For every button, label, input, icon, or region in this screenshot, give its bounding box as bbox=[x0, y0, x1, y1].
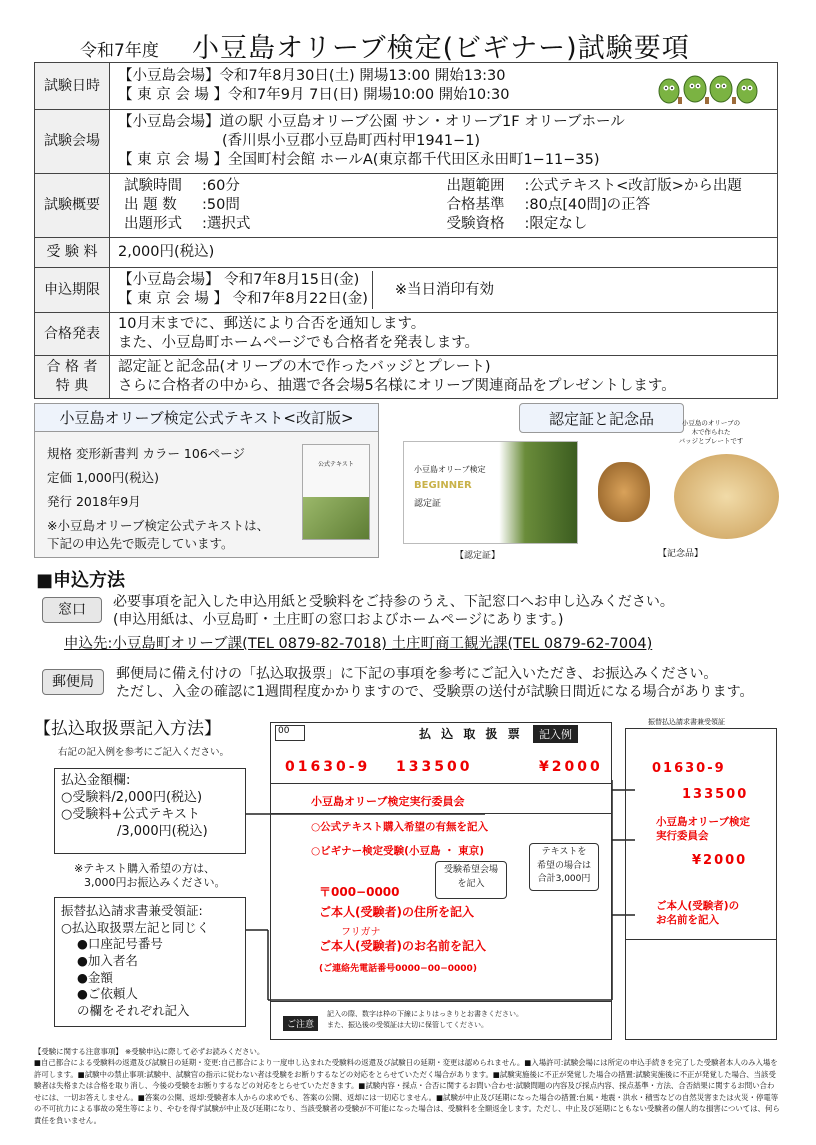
window-line-1: 必要事項を記入した申込用紙と受験料をご持参のうえ、下記窓口へお申し込みください。 bbox=[113, 594, 674, 610]
venue-line-3: 【 東 京 会 場 】全国町村会館 ホールA(東京都千代田区永田町1−11−35) bbox=[118, 151, 600, 168]
form-account-a: 01630-9 bbox=[285, 759, 371, 775]
benefit-line-1: 認定証と記念品(オリーブの木で作ったバッジとプレート) bbox=[118, 359, 491, 375]
receipt-stub bbox=[625, 718, 777, 1040]
receipt-name-1: ご本人(受験者)の bbox=[656, 900, 740, 912]
form-check-text: ○公式テキスト購入希望の有無を記入 bbox=[311, 821, 488, 833]
apply-heading: ■申込方法 bbox=[36, 570, 126, 591]
result-line-2: また、小豆島町ホームページでも合格者を発表します。 bbox=[118, 335, 480, 351]
badge-image bbox=[598, 462, 650, 522]
overview-key: 出題形式 bbox=[124, 215, 182, 232]
text-note-1: ※テキスト購入希望の方は、 bbox=[74, 862, 215, 875]
overview-value: :50問 bbox=[202, 197, 240, 214]
venue-line-2: (香川県小豆郡小豆島町西村甲1941−1) bbox=[222, 133, 481, 150]
payment-form bbox=[270, 722, 612, 1040]
textbook-issued: 発行 2018年9月 bbox=[47, 494, 141, 509]
fee-value: 2,000円(税込) bbox=[110, 238, 778, 268]
footer-notes bbox=[34, 1046, 780, 1126]
overview-key: 受験資格 bbox=[446, 215, 505, 232]
textbook-spec: 規格 変形新書判 カラー 106ページ bbox=[47, 446, 246, 461]
benefit-label-2: 特 典 bbox=[55, 377, 89, 394]
callout-text-3: 合計3,000円 bbox=[537, 874, 591, 884]
receipt-item: ●口座記号番号 bbox=[77, 936, 163, 952]
amount-line-2: ○受験料+公式テキスト bbox=[61, 806, 200, 822]
receipt-header: 振替払込請求書兼受領証 bbox=[648, 718, 725, 726]
cert-level: BEGINNER bbox=[414, 480, 472, 491]
form-account-b: 133500 bbox=[396, 759, 473, 775]
receipt-end: の欄をそれぞれ記入 bbox=[77, 1002, 190, 1018]
window-line-2: (申込用紙は、小豆島町・土庄町の窓口およびホームページにあります。) bbox=[113, 612, 564, 628]
callout-venue-1: 受験希望会場 bbox=[443, 865, 498, 875]
exam-info-table bbox=[34, 62, 778, 399]
callout-text-2: 希望の場合は bbox=[536, 860, 591, 871]
form-postal: 〒000−0000 bbox=[319, 885, 400, 899]
amount-box bbox=[54, 768, 246, 854]
callout-text bbox=[529, 843, 599, 891]
post-line-2: ただし、入金の確認に1週間程度かかりますので、受験票の送付が試験日間近になる場合があります。 bbox=[116, 684, 754, 700]
olive-mascot-icon bbox=[653, 71, 763, 105]
form-address: ご本人(受験者)の住所を記入 bbox=[319, 905, 474, 919]
receipt-item: ●加入者名 bbox=[77, 952, 138, 968]
payment-heading: 【払込取扱票記入方法】 bbox=[34, 719, 221, 739]
plate-image bbox=[674, 454, 779, 539]
textbook-note-1: ※小豆島オリーブ検定公式テキストは、 bbox=[47, 518, 270, 533]
overview-key: 試験時間 bbox=[124, 178, 182, 195]
deadline-line-1: 【小豆島会場】 令和7年8月15日(金) bbox=[118, 272, 360, 289]
form-check-exam: ○ビギナー検定受験(小豆島 ・ 東京) bbox=[311, 845, 485, 857]
payment-hint: 右記の記入例を参考にご記入ください。 bbox=[58, 747, 230, 758]
textbook-cover bbox=[302, 444, 370, 540]
date-line-1: 【小豆島会場】令和7年8月30日(土) 開場13:00 開始13:30 bbox=[118, 68, 506, 85]
overview-key: 出 題 数 bbox=[124, 197, 177, 214]
textbook-box bbox=[34, 403, 379, 558]
benefit-label-1: 合 格 者 bbox=[46, 358, 98, 375]
overview-value: :限定なし bbox=[524, 215, 588, 232]
textbook-cover-title: 公式テキスト bbox=[318, 461, 354, 468]
receipt-line-1: ○払込取扱票左記と同じく bbox=[61, 919, 210, 935]
gift-caption: 【記念品】 bbox=[658, 549, 704, 559]
result-line-1: 10月末までに、郵送により合否を通知します。 bbox=[118, 316, 426, 333]
overview-key: 合格基準 bbox=[446, 197, 505, 214]
deadline-label: 申込期限 bbox=[35, 268, 110, 313]
receipt-holder-1: 小豆島オリーブ検定 bbox=[656, 816, 750, 828]
callout-venue-2: を記入 bbox=[457, 878, 485, 889]
receipt-amount: ¥2000 bbox=[692, 853, 748, 868]
result-label: 合格発表 bbox=[35, 313, 110, 356]
fee-label: 受 験 料 bbox=[35, 238, 110, 268]
date-line-2: 【 東 京 会 場 】令和7年9月 7日(日) 開場10:00 開始10:30 bbox=[118, 87, 510, 103]
caution-label: ご注意 bbox=[283, 1016, 318, 1031]
textbook-price: 定価 1,000円(税込) bbox=[47, 470, 160, 485]
caution-line-1: 記入の際、数字は枠の下線によりはっきりとお書きください。 bbox=[327, 1010, 523, 1018]
venue-label: 試験会場 bbox=[35, 110, 110, 174]
benefit-line-2: さらに合格者の中から、抽選で各会場5名様にオリーブ関連商品をプレゼントします。 bbox=[118, 377, 676, 394]
receipt-item: ●ご依頼人 bbox=[77, 986, 138, 1002]
form-title: 払 込 取 扱 票 bbox=[419, 727, 523, 741]
overview-value: :80点[40問]の正答 bbox=[524, 197, 651, 214]
overview-value: :公式テキスト<改訂版>から出題 bbox=[524, 178, 742, 195]
certificate-image bbox=[403, 441, 578, 544]
date-label: 試験日時 bbox=[35, 63, 110, 110]
form-furigana: フリガナ bbox=[341, 927, 381, 938]
window-label: 窓口 bbox=[42, 597, 102, 623]
textbook-note-2: 下記の申込先で販売しています。 bbox=[47, 536, 234, 551]
gift-note-2: 木で作られた bbox=[691, 427, 731, 436]
amount-title: 払込金額欄: bbox=[61, 773, 131, 788]
overview-label: 試験概要 bbox=[35, 174, 110, 238]
form-badge: 記入例 bbox=[533, 725, 578, 743]
overview-value: :選択式 bbox=[202, 215, 251, 232]
post-line-1: 郵便局に備え付けの「払込取扱票」に下記の事項を参考にご記入いただき、お振込みください。 bbox=[116, 666, 718, 682]
footer-body: ■自己都合による受験料の返還及び試験日の延期・変更:自己都合により一度申し込まれた受験料の返還及び試験日の延期・変更は認められません。■入場許可:試験会場には所定の申込手続きを完了した受験者本人のみ入場を許可します。■試験中の禁止事項:試験中、試験官の指示に従わない者は受験をお断りするなどの対応をとらせていただく場合があります。■試験実施後に不正が発覚した場合の措置:試験実施後に不正が発覚した場合、当該受験者は失格または合格を取り消し、今後の受験をお断りするなどの対応をとらせていただきます。■試験内容・採点・合否に関するお問い合わせ:試験問題の内容及び採点内容、採点基準・方法、合否結果に関するお問い合わせには、一切お答えしません。■答案の公開、返却:受験者本人からの求めでも、答案の公開、返却には一切応じません。■試験が中止及び延期になった場合の措置:台風・地震・洪水・積雪などの自然災害または火災・停電等の不可抗力による事故の発生等により、やむを得ず試験が中止及び延期になり、当該受験者の受験が不可能になった場合は、受験料を全額返金します。ただし、中止及び延期にともない受験者の個人的な損害については、何ら責任を負いません。 bbox=[34, 1058, 780, 1125]
gift-note-1: 小豆島のオリーブの bbox=[681, 419, 741, 427]
receipt-item: ●金額 bbox=[77, 969, 113, 985]
amount-line-3: /3,000円(税込) bbox=[117, 823, 208, 839]
cert-title: 小豆島オリーブ検定 bbox=[414, 465, 486, 474]
amount-line-1: ○受験料/2,000円(税込) bbox=[61, 789, 203, 805]
form-name: ご本人(受験者)のお名前を記入 bbox=[319, 939, 486, 953]
post-label: 郵便局 bbox=[42, 669, 104, 695]
footer-title: 【受験に関する注意事項】 ※受験申込に際して必ずお読みください。 bbox=[34, 1047, 265, 1056]
callout-text-1: テキストを bbox=[541, 847, 587, 857]
textbook-title: 小豆島オリーブ検定公式テキスト<改訂版> bbox=[35, 404, 378, 432]
deadline-note: ※当日消印有効 bbox=[394, 281, 495, 298]
form-amount: ¥2000 bbox=[539, 759, 603, 775]
certificate-tab: 認定証と記念品 bbox=[519, 403, 684, 433]
text-note-2: 3,000円お振込みください。 bbox=[84, 876, 226, 890]
caution-line-2: また、振込後の受領証は大切に保管してください。 bbox=[327, 1021, 488, 1030]
callout-venue bbox=[435, 861, 507, 899]
receipt-name-2: お名前を記入 bbox=[656, 914, 719, 927]
page-title: 小豆島オリーブ検定(ビギナー)試験要項 bbox=[192, 33, 690, 64]
receipt-account-b: 133500 bbox=[682, 787, 749, 802]
form-phone: (ご連絡先電話番号0000−00−0000) bbox=[319, 964, 477, 974]
venue-line-1: 【小豆島会場】道の駅 小豆島オリーブ公園 サン・オリーブ1F オリーブホール bbox=[118, 114, 625, 131]
title-year: 令和7年度 bbox=[80, 41, 159, 61]
receipt-holder-2: 実行委員会 bbox=[656, 830, 709, 843]
receipt-title: 振替払込請求書兼受領証: bbox=[61, 903, 203, 918]
receipt-account-a: 01630-9 bbox=[652, 761, 726, 776]
gift-note-3: バッジとプレートです bbox=[678, 436, 744, 445]
overview-key: 出題範囲 bbox=[446, 178, 505, 195]
form-code: 00 bbox=[275, 725, 305, 741]
contact-line: 申込先:小豆島町オリーブ課(TEL 0879-82-7018) 土庄町商工観光課(TEL 0879-62-7004) bbox=[64, 636, 653, 652]
cert-name: 認定証 bbox=[414, 499, 442, 509]
overview-value: :60分 bbox=[202, 178, 240, 195]
deadline-line-2: 【 東 京 会 場 】 令和7年8月22日(金) bbox=[118, 291, 368, 307]
cert-caption: 【認定証】 bbox=[455, 551, 501, 561]
form-holder: 小豆島オリーブ検定実行委員会 bbox=[311, 795, 465, 808]
receipt-instructions-box bbox=[54, 897, 246, 1027]
